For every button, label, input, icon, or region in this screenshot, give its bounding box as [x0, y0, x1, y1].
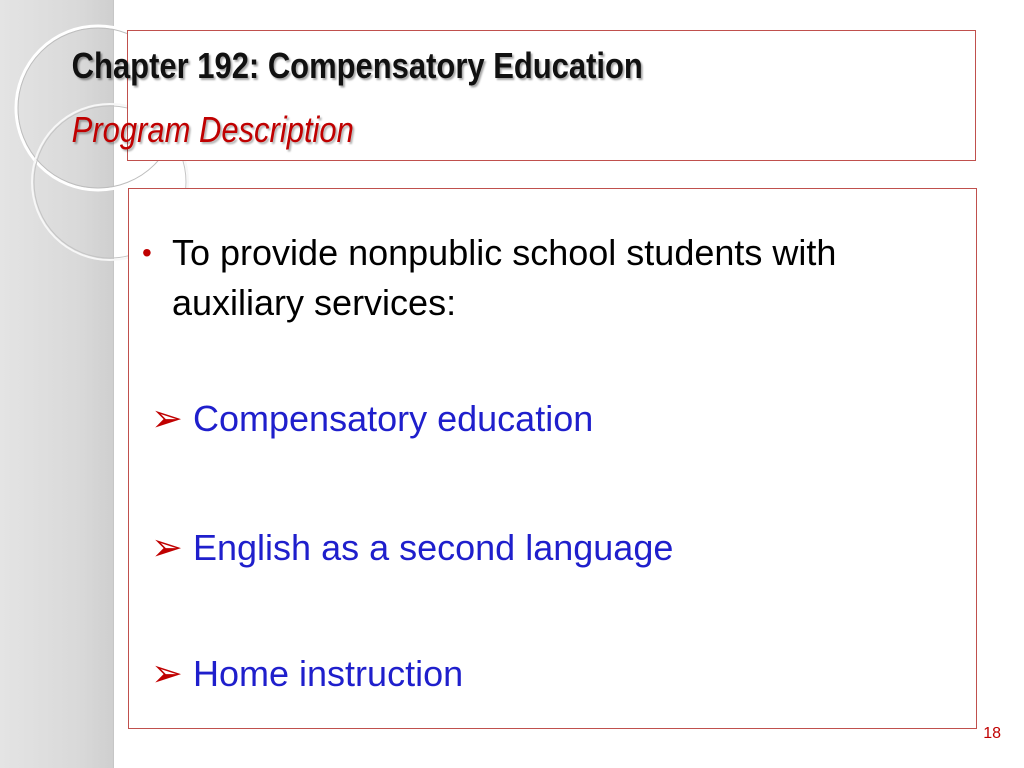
sub-item-label: Home instruction: [193, 653, 464, 694]
sub-item: [151, 526, 673, 570]
sub-item-label: English as a second language: [193, 527, 674, 568]
slide-subtitle: Program Description: [71, 109, 354, 150]
sub-item-label: Compensatory education: [193, 398, 594, 439]
sub-item: [151, 397, 593, 441]
sub-item: [151, 652, 463, 696]
slide-title: Chapter 192: Compensatory Education: [71, 45, 643, 86]
intro-bullet-item: [142, 228, 942, 328]
intro-text: To provide nonpublic school students with auxiliary services:: [172, 232, 837, 323]
slide-number: 18: [983, 725, 1001, 742]
arrow-bullet-icon: ➢: [151, 653, 183, 695]
arrow-bullet-icon: ➢: [151, 398, 183, 440]
arrow-bullet-icon: ➢: [151, 527, 183, 569]
dot-bullet-icon: •: [142, 237, 152, 268]
